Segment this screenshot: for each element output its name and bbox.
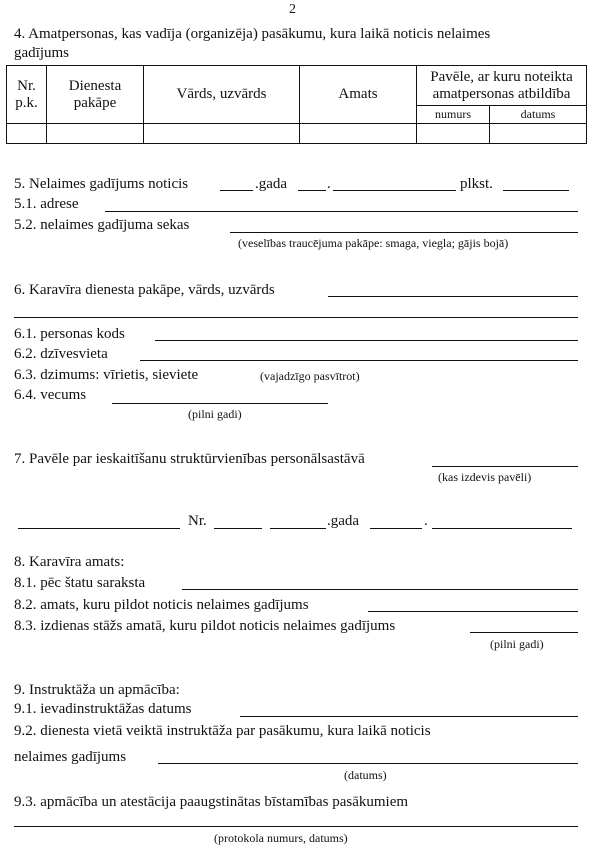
section4-heading-line2: gadījums (14, 45, 69, 61)
by-staff-blank[interactable] (182, 589, 578, 590)
birth-label: 6.3. dzimums: vīrietis, sieviete (14, 367, 199, 383)
order-dot: . (424, 513, 428, 529)
order-day-blank[interactable] (432, 528, 572, 529)
time-blank[interactable] (503, 190, 569, 191)
section6-heading: 6. Karavīra dienesta pakāpe, vārds, uzvārds (14, 282, 275, 298)
order-number-blank[interactable] (214, 528, 262, 529)
table-cell[interactable] (144, 124, 300, 144)
tenure-label: 8.3. izdienas stāžs amatā, kuru pildot noticis nelaimes gadījums (14, 618, 396, 634)
personal-code-blank[interactable] (155, 340, 578, 341)
order-gada: .gada (327, 513, 360, 529)
table-cell[interactable] (417, 124, 490, 144)
col-rank-header: Dienesta pakāpe (47, 66, 144, 124)
year-blank[interactable] (220, 190, 253, 191)
position-label: 8.2. amats, kuru pildot noticis nelaimes gadījums (14, 597, 309, 613)
age-blank[interactable] (112, 403, 328, 404)
order-year-blank[interactable] (270, 528, 326, 529)
workplace-briefing-line1: 9.2. dienesta vietā veiktā instruktāža par pasākumu, kura laikā noticis (14, 723, 431, 739)
col-number-subheader: numurs (417, 106, 490, 124)
tenure-blank[interactable] (470, 632, 578, 633)
page-number: 2 (289, 2, 296, 17)
officials-table (6, 65, 587, 144)
order-month-blank[interactable] (370, 528, 422, 529)
position-blank[interactable] (368, 611, 578, 612)
section8-heading: 8. Karavīra amats: (14, 554, 125, 570)
rank-name-blank-line2[interactable] (14, 317, 578, 318)
workplace-date-hint: (datums) (344, 768, 387, 782)
col-nr-header: Nr. p.k. (7, 66, 47, 124)
issuer-hint: (kas izdevis pavēli) (438, 470, 532, 484)
table-row (7, 124, 587, 144)
consequences-blank[interactable] (230, 232, 578, 233)
workplace-briefing-line2: nelaimes gadījums (14, 749, 127, 765)
section5-gada: .gada (255, 176, 288, 192)
address-blank[interactable] (105, 211, 578, 212)
consequences-hint: (veselības traucējuma pakāpe: smaga, viegla; gājis bojā) (238, 236, 509, 250)
workplace-briefing-blank[interactable] (158, 763, 578, 764)
table-cell[interactable] (490, 124, 587, 144)
consequences-label: 5.2. nelaimes gadījuma sekas (14, 217, 190, 233)
section5-dot: . (327, 176, 331, 192)
table-cell[interactable] (7, 124, 47, 144)
order-blank[interactable] (18, 528, 180, 529)
birth-hint: (vajadzīgo pasvītrot) (260, 369, 360, 383)
col-position-header: Amats (300, 66, 417, 124)
address-label: 5.1. adrese (14, 196, 79, 212)
training-blank[interactable] (14, 826, 578, 827)
by-staff-label: 8.1. pēc štatu saraksta (14, 575, 146, 591)
intro-briefing-blank[interactable] (240, 716, 578, 717)
section4-heading-line1: 4. Amatpersonas, kas vadīja (organizēja) pasākumu, kura laikā noticis nelaimes (14, 26, 491, 42)
age-label: 6.4. vecums (14, 387, 87, 403)
residence-blank[interactable] (140, 360, 578, 361)
residence-label: 6.2. dzīvesvieta (14, 346, 108, 362)
section9-heading: 9. Instruktāža un apmācība: (14, 682, 180, 698)
col-name-header: Vārds, uzvārds (144, 66, 300, 124)
section5-plkst: plkst. (460, 176, 493, 192)
section5-label: 5. Nelaimes gadījums noticis (14, 176, 189, 192)
rank-name-blank[interactable] (328, 296, 578, 297)
training-label: 9.3. apmācība un atestācija paaugstinātas bīstamības pasākumiem (14, 794, 409, 810)
month-blank[interactable] (298, 190, 326, 191)
day-blank[interactable] (333, 190, 456, 191)
personal-code-label: 6.1. personas kods (14, 326, 125, 342)
order-nr-label: Nr. (188, 513, 207, 529)
age-hint: (pilni gadi) (188, 407, 242, 421)
issuer-blank[interactable] (432, 466, 578, 467)
col-date-subheader: datums (490, 106, 587, 124)
col-order-header: Pavēle, ar kuru noteikta amatpersonas atbildība (417, 66, 587, 106)
table-cell[interactable] (47, 124, 144, 144)
tenure-hint: (pilni gadi) (490, 637, 544, 651)
intro-briefing-label: 9.1. ievadinstruktāžas datums (14, 701, 192, 717)
table-cell[interactable] (300, 124, 417, 144)
section7-heading: 7. Pavēle par ieskaitīšanu struktūrvienības personālsastāvā (14, 451, 365, 467)
protocol-hint: (protokola numurs, datums) (214, 831, 348, 845)
